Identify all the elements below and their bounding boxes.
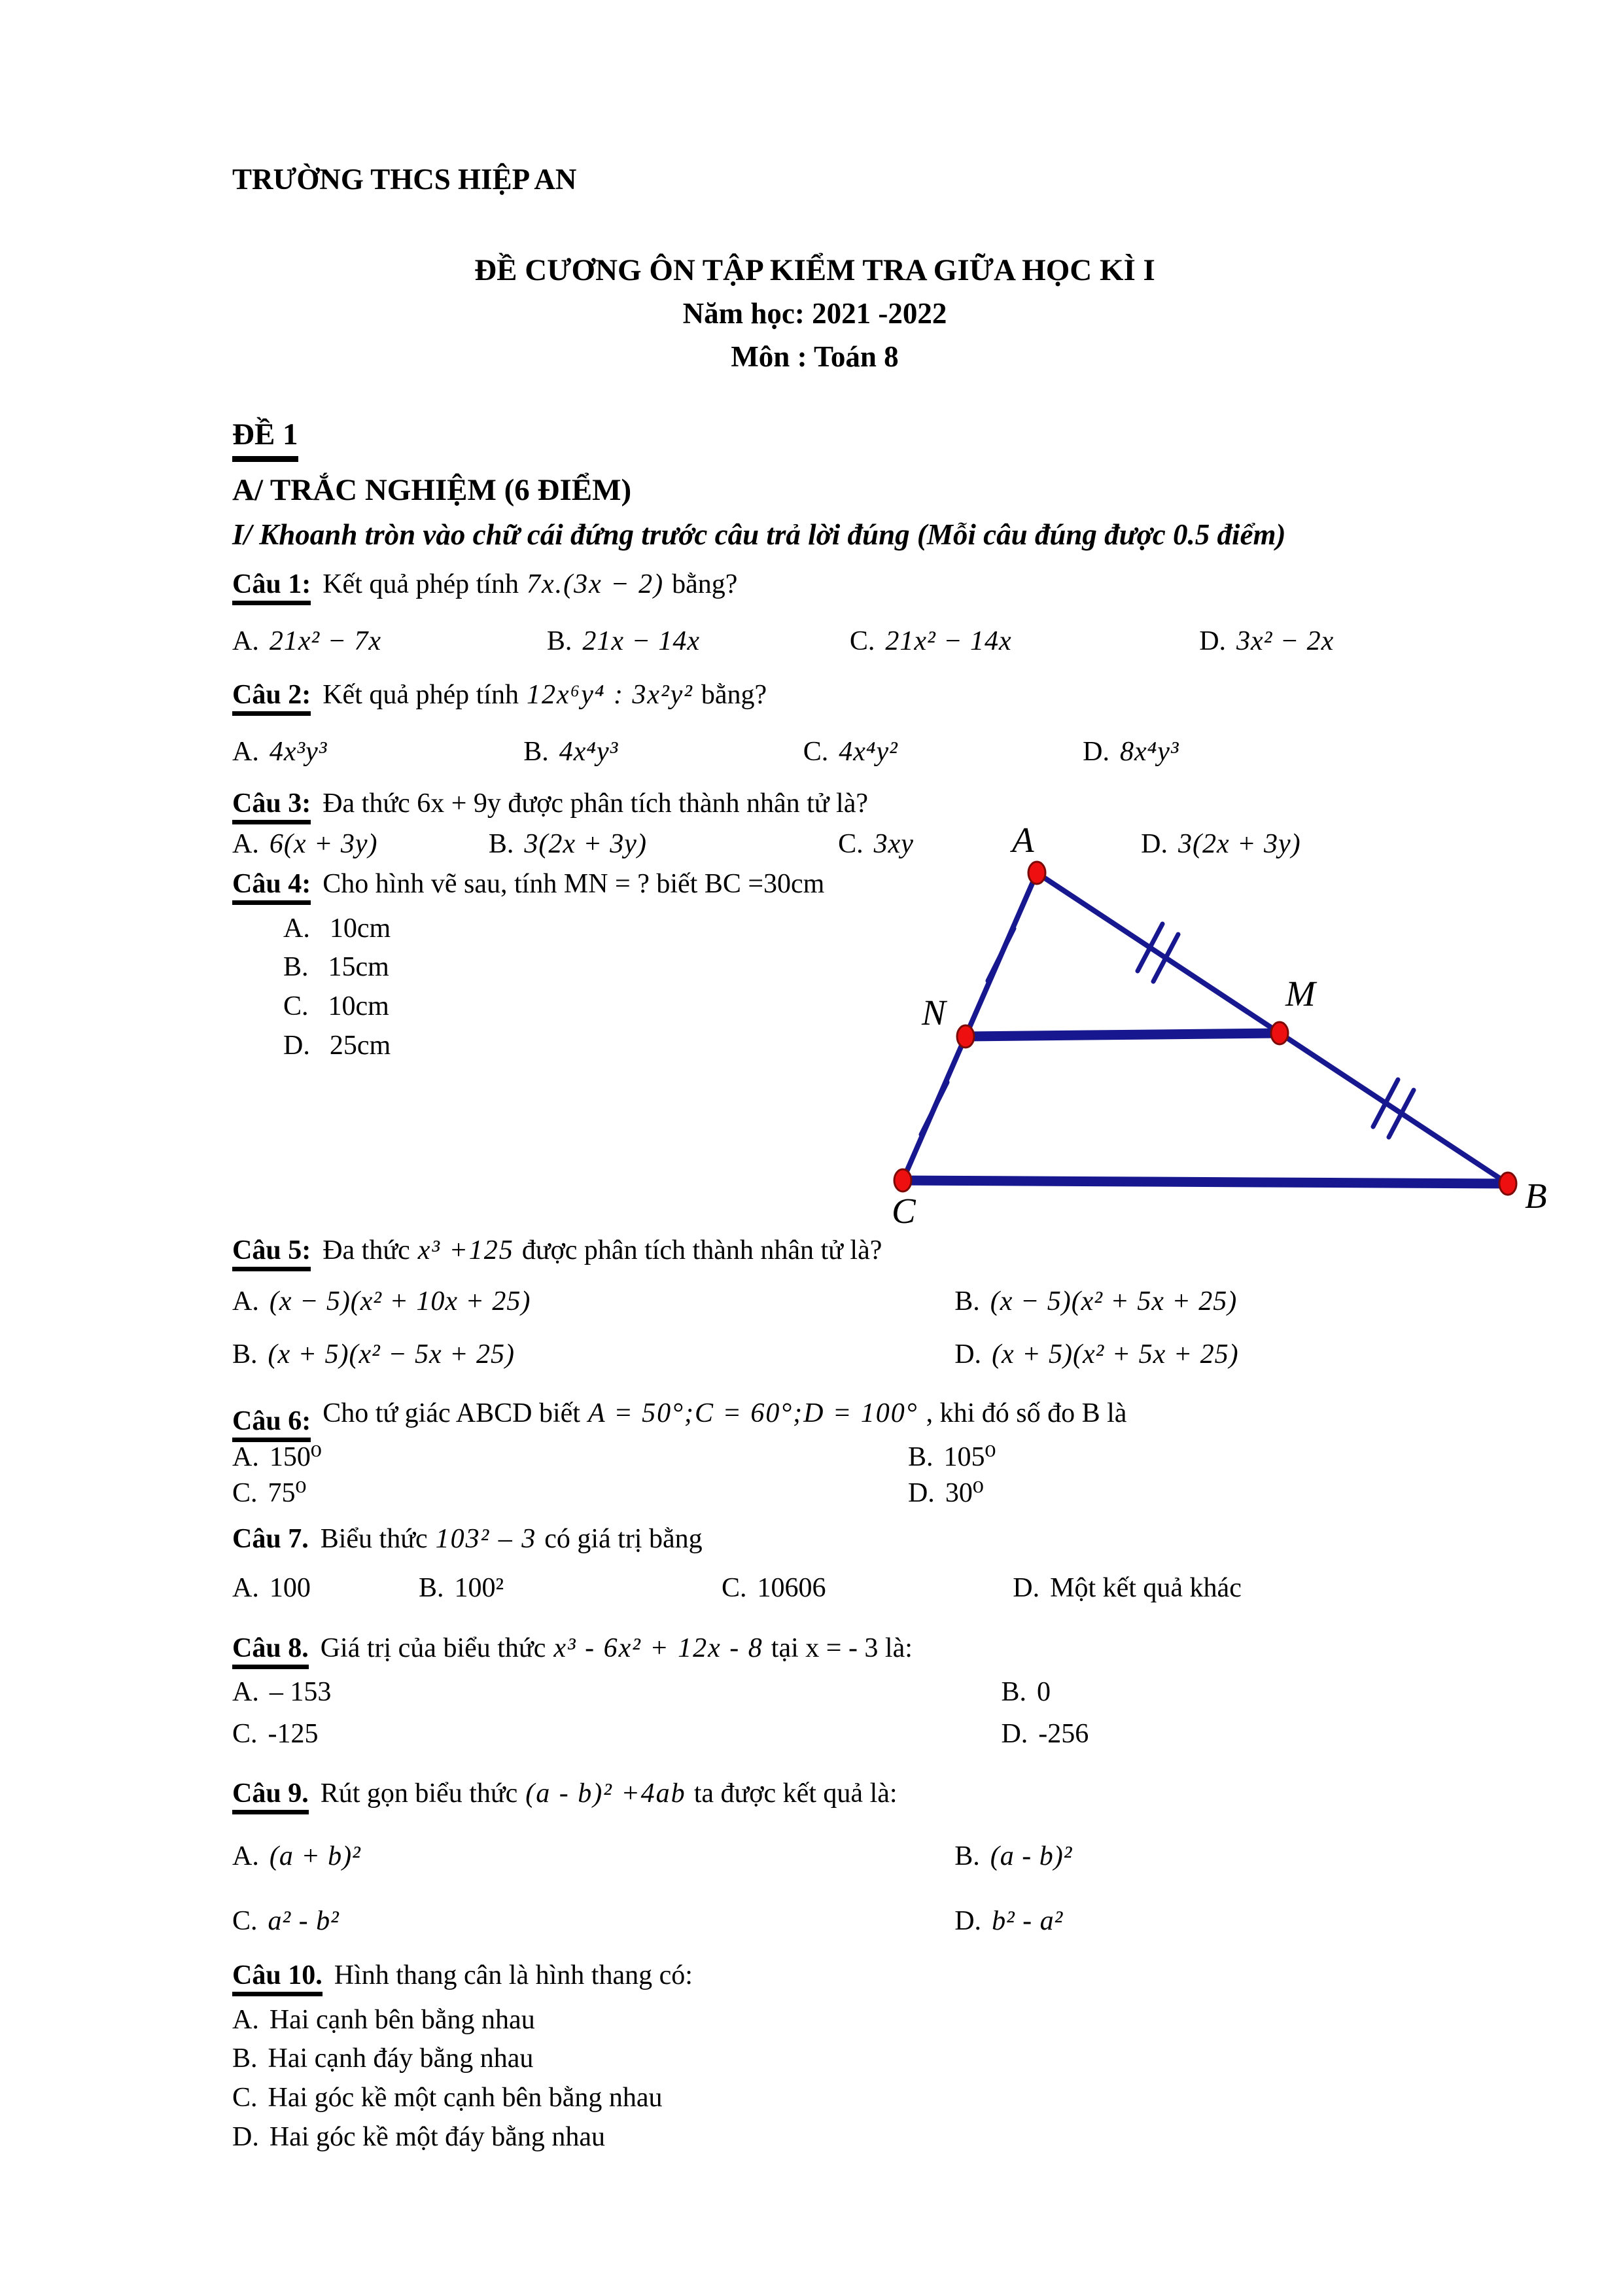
option-key: A. (232, 1677, 259, 1708)
option-6c (232, 1475, 908, 1511)
option-key: B. (418, 1573, 444, 1604)
option-8a (232, 1674, 1001, 1710)
question-1-text: Kết quả phép tính (323, 569, 519, 599)
question-8-math: x³ - 6x² + 12x - 8 (553, 1633, 763, 1663)
tick-AM-1 (1138, 924, 1162, 971)
question-9 (232, 1776, 1397, 1812)
question-10-label: Câu 10. (232, 1960, 323, 1996)
option-7b (419, 1570, 722, 1606)
option-5b-right (954, 1284, 1397, 1320)
option-key: A. (232, 1286, 259, 1316)
tick-NC (921, 1082, 947, 1135)
option-value: 100 (269, 1573, 311, 1604)
question-9-label: Câu 9. (232, 1778, 309, 1814)
option-value: – 153 (269, 1677, 332, 1708)
option-5d (954, 1337, 1397, 1373)
option-5b-left (232, 1337, 954, 1373)
option-key: B. (907, 1442, 934, 1473)
question-2-label: Câu 2: (232, 680, 311, 716)
question-9-math: (a - b)² +4ab (525, 1778, 686, 1809)
option-key: D. (283, 1030, 310, 1061)
option-value: 30⁰ (945, 1478, 984, 1509)
question-5-label: Câu 5: (232, 1235, 311, 1271)
option-key: A. (232, 1841, 259, 1871)
option-value: (x − 5)(x² + 5x + 25) (990, 1286, 1238, 1316)
option-10d (232, 2118, 1397, 2157)
question-3-label: Câu 3: (232, 788, 311, 824)
segment-NM (966, 1033, 1280, 1036)
triangle-figure (854, 821, 1554, 1239)
option-value: a² - b² (268, 1905, 340, 1936)
option-key: C. (232, 1718, 258, 1749)
option-value: 21x² − 14x (885, 626, 1012, 657)
option-2d (1083, 734, 1397, 770)
option-value: -256 (1038, 1718, 1089, 1749)
option-2b (523, 734, 803, 770)
option-9c (232, 1903, 954, 1939)
question-8-label: Câu 8. (232, 1633, 309, 1669)
option-value: 3x² − 2x (1236, 626, 1335, 657)
question-5-options (232, 1284, 1397, 1373)
option-value: 100² (454, 1573, 504, 1604)
option-key: C. (283, 991, 309, 1021)
question-6-options (232, 1439, 1397, 1512)
option-value: (a + b)² (269, 1841, 361, 1871)
question-5-text: Đa thức (323, 1235, 410, 1266)
question-8-text: Giá trị của biểu thức (320, 1633, 546, 1663)
option-value: 3(2x + 3y) (524, 828, 647, 859)
question-8 (232, 1631, 1397, 1667)
option-10a (232, 2001, 1397, 2040)
option-value: 15cm (328, 952, 389, 983)
option-key: A. (232, 1442, 259, 1473)
question-10 (232, 1958, 1397, 1994)
option-value: 0 (1036, 1677, 1051, 1708)
question-7-text: Biểu thức (320, 1523, 428, 1554)
tick-AN (988, 928, 1014, 981)
option-key: C. (803, 736, 829, 767)
question-1-label: Câu 1: (232, 569, 311, 605)
option-7d (1013, 1570, 1397, 1606)
option-key: C. (232, 1905, 258, 1936)
option-8b (1001, 1674, 1397, 1710)
vertex-A-label: A (1012, 820, 1034, 860)
option-value: (a - b)² (990, 1841, 1073, 1871)
question-1-options (232, 624, 1397, 660)
option-value: (x + 5)(x² − 5x + 25) (268, 1339, 515, 1370)
option-key: B. (232, 2043, 258, 2074)
option-10c (232, 2079, 1397, 2118)
option-5a (232, 1284, 954, 1320)
option-7a (232, 1570, 419, 1606)
question-4-label: Câu 4: (232, 869, 311, 905)
option-key: C. (232, 1478, 258, 1509)
segment-CB (903, 1180, 1508, 1184)
option-value: 75⁰ (268, 1478, 307, 1509)
option-value: -125 (268, 1718, 319, 1749)
option-key: C. (722, 1573, 747, 1604)
option-key: D. (954, 1339, 982, 1370)
option-key: C. (838, 828, 864, 859)
option-9a (232, 1839, 954, 1875)
option-key: D. (232, 2121, 259, 2152)
option-value: Hai góc kề một đáy bằng nhau (269, 2121, 606, 2152)
option-value: 105⁰ (943, 1442, 996, 1473)
tick-MB-2 (1389, 1090, 1414, 1137)
option-value: Hai cạnh đáy bằng nhau (268, 2043, 534, 2074)
option-key: B. (523, 736, 549, 767)
option-key: A. (232, 1573, 259, 1604)
option-9b (954, 1839, 1397, 1875)
option-key: D. (1199, 626, 1227, 657)
option-2c (803, 734, 1083, 770)
school-name: TRƯỜNG THCS HIỆP AN (232, 163, 577, 196)
option-key: D. (954, 1905, 982, 1936)
exam-title: ĐỀ CƯƠNG ÔN TẬP KIỂM TRA GIỮA HỌC KÌ I (474, 253, 1155, 288)
option-key: B. (546, 626, 572, 657)
question-5-math: x³ +125 (417, 1235, 514, 1266)
question-3-text: Đa thức 6x + 9y được phân tích thành nhân tử là? (323, 788, 868, 819)
question-8-after: tại x = - 3 là: (771, 1633, 913, 1663)
question-6-math: A = 50°;C = 60°;D = 100° (587, 1398, 918, 1428)
question-9-options (232, 1839, 1397, 1940)
option-key: B. (232, 1339, 258, 1370)
option-value: Hai cạnh bên bằng nhau (269, 2004, 535, 2035)
vertex-B-label: B (1525, 1176, 1547, 1216)
option-10b (232, 2040, 1397, 2079)
option-key: A. (283, 913, 310, 944)
option-value: 3(2x + 3y) (1178, 828, 1301, 859)
question-9-after: ta được kết quả là: (693, 1778, 898, 1809)
option-key: D. (907, 1478, 935, 1509)
vertex-M-label: M (1285, 974, 1316, 1014)
question-7-options (232, 1570, 1397, 1606)
option-8d (1001, 1716, 1397, 1752)
option-value: 6(x + 3y) (269, 828, 378, 859)
question-7-math: 103² – 3 (435, 1523, 537, 1554)
question-7-after: có giá trị bằng (544, 1523, 703, 1554)
school-year: Năm học: 2021 -2022 (682, 297, 947, 330)
option-key: D. (1001, 1718, 1028, 1749)
option-9d (954, 1903, 1397, 1939)
question-9-text: Rút gọn biểu thức (320, 1778, 518, 1809)
option-key: D. (1141, 828, 1168, 859)
question-1 (232, 567, 1397, 603)
option-7c (722, 1570, 1013, 1606)
vertex-M-dot (1271, 1022, 1288, 1044)
option-key: C. (849, 626, 875, 657)
option-value: 25cm (329, 1030, 391, 1061)
instruction: I/ Khoanh tròn vào chữ cái đứng trước câu trả lời đúng (Mỗi câu đúng được 0.5 điểm) (232, 518, 1286, 552)
option-key: D. (1083, 736, 1109, 767)
question-2-after: bằng? (701, 679, 767, 710)
question-10-options (232, 2001, 1397, 2157)
option-6d (908, 1475, 1397, 1511)
option-2a (232, 734, 523, 770)
subject-line: Môn : Toán 8 (731, 340, 899, 373)
option-value: (x − 5)(x² + 10x + 25) (269, 1286, 531, 1316)
option-8c (232, 1716, 1001, 1752)
option-key: A. (232, 2004, 259, 2035)
option-key: B. (1001, 1677, 1026, 1708)
option-1d (1199, 624, 1397, 660)
option-value: 150⁰ (269, 1442, 322, 1473)
question-3 (232, 786, 1397, 822)
option-value: 4x³y³ (269, 736, 328, 767)
option-value: 8x⁴y³ (1119, 736, 1179, 767)
option-value: Hai góc kề một cạnh bên bằng nhau (268, 2083, 663, 2113)
question-5-after: được phân tích thành nhân tử là? (521, 1235, 882, 1266)
vertex-N-label: N (922, 993, 946, 1033)
option-value: (x + 5)(x² + 5x + 25) (992, 1339, 1239, 1370)
option-value: 21x − 14x (582, 626, 700, 657)
question-8-options (232, 1674, 1397, 1752)
question-1-math: 7x.(3x − 2) (526, 569, 665, 599)
question-10-text: Hình thang cân là hình thang có: (334, 1960, 693, 1991)
option-key: B. (488, 828, 514, 859)
option-value: 3xy (873, 828, 914, 859)
tick-AM-2 (1153, 934, 1178, 981)
question-2-text: Kết quả phép tính (323, 679, 519, 710)
option-6a (232, 1439, 908, 1475)
option-key: B. (954, 1286, 980, 1316)
exam-number: ĐỀ 1 (232, 414, 298, 462)
tick-MB-1 (1373, 1080, 1398, 1127)
vertex-B-dot (1499, 1173, 1516, 1195)
question-6-after: , khi đó số đo B là (926, 1398, 1127, 1428)
vertex-A-dot (1028, 862, 1045, 884)
section-heading: A/ TRẮC NGHIỆM (6 ĐIỂM) (232, 473, 632, 508)
question-2-math: 12x⁶y⁴ : 3x²y² (526, 679, 693, 710)
question-1-after: bằng? (672, 569, 738, 599)
option-3b (489, 826, 838, 862)
option-6b (908, 1439, 1397, 1475)
question-6-label: Câu 6: (232, 1406, 311, 1442)
option-3a (232, 826, 489, 862)
option-key: C. (232, 2083, 258, 2113)
option-key: A. (232, 828, 259, 859)
question-2 (232, 677, 1397, 713)
option-value: 10cm (328, 991, 389, 1021)
vertex-C-label: C (892, 1191, 916, 1231)
question-2-options (232, 734, 1397, 770)
option-1a (232, 624, 547, 660)
question-7 (232, 1521, 1397, 1557)
option-value: 4x⁴y² (839, 736, 898, 767)
option-value: 10cm (329, 913, 391, 944)
option-key: B. (283, 952, 309, 983)
option-key: D. (1013, 1573, 1040, 1604)
question-6-text: Cho tứ giác ABCD biết (323, 1398, 580, 1428)
option-value: b² - a² (992, 1905, 1064, 1936)
question-7-label: Câu 7. (232, 1523, 309, 1554)
option-key: B. (954, 1841, 980, 1871)
question-4-text: Cho hình vẽ sau, tính MN = ? biết BC =30cm (323, 869, 825, 900)
option-value: 21x² − 7x (269, 626, 382, 657)
option-value: 10606 (757, 1573, 826, 1604)
option-1b (547, 624, 850, 660)
exam-number-row (232, 414, 1397, 462)
option-value: 4x⁴y³ (559, 736, 619, 767)
option-key: A. (232, 736, 259, 767)
option-value: Một kết quả khác (1050, 1573, 1242, 1604)
vertex-C-dot (894, 1169, 911, 1192)
vertex-N-dot (957, 1025, 974, 1048)
question-6 (232, 1396, 1397, 1436)
option-key: A. (232, 626, 259, 657)
option-1c (850, 624, 1199, 660)
